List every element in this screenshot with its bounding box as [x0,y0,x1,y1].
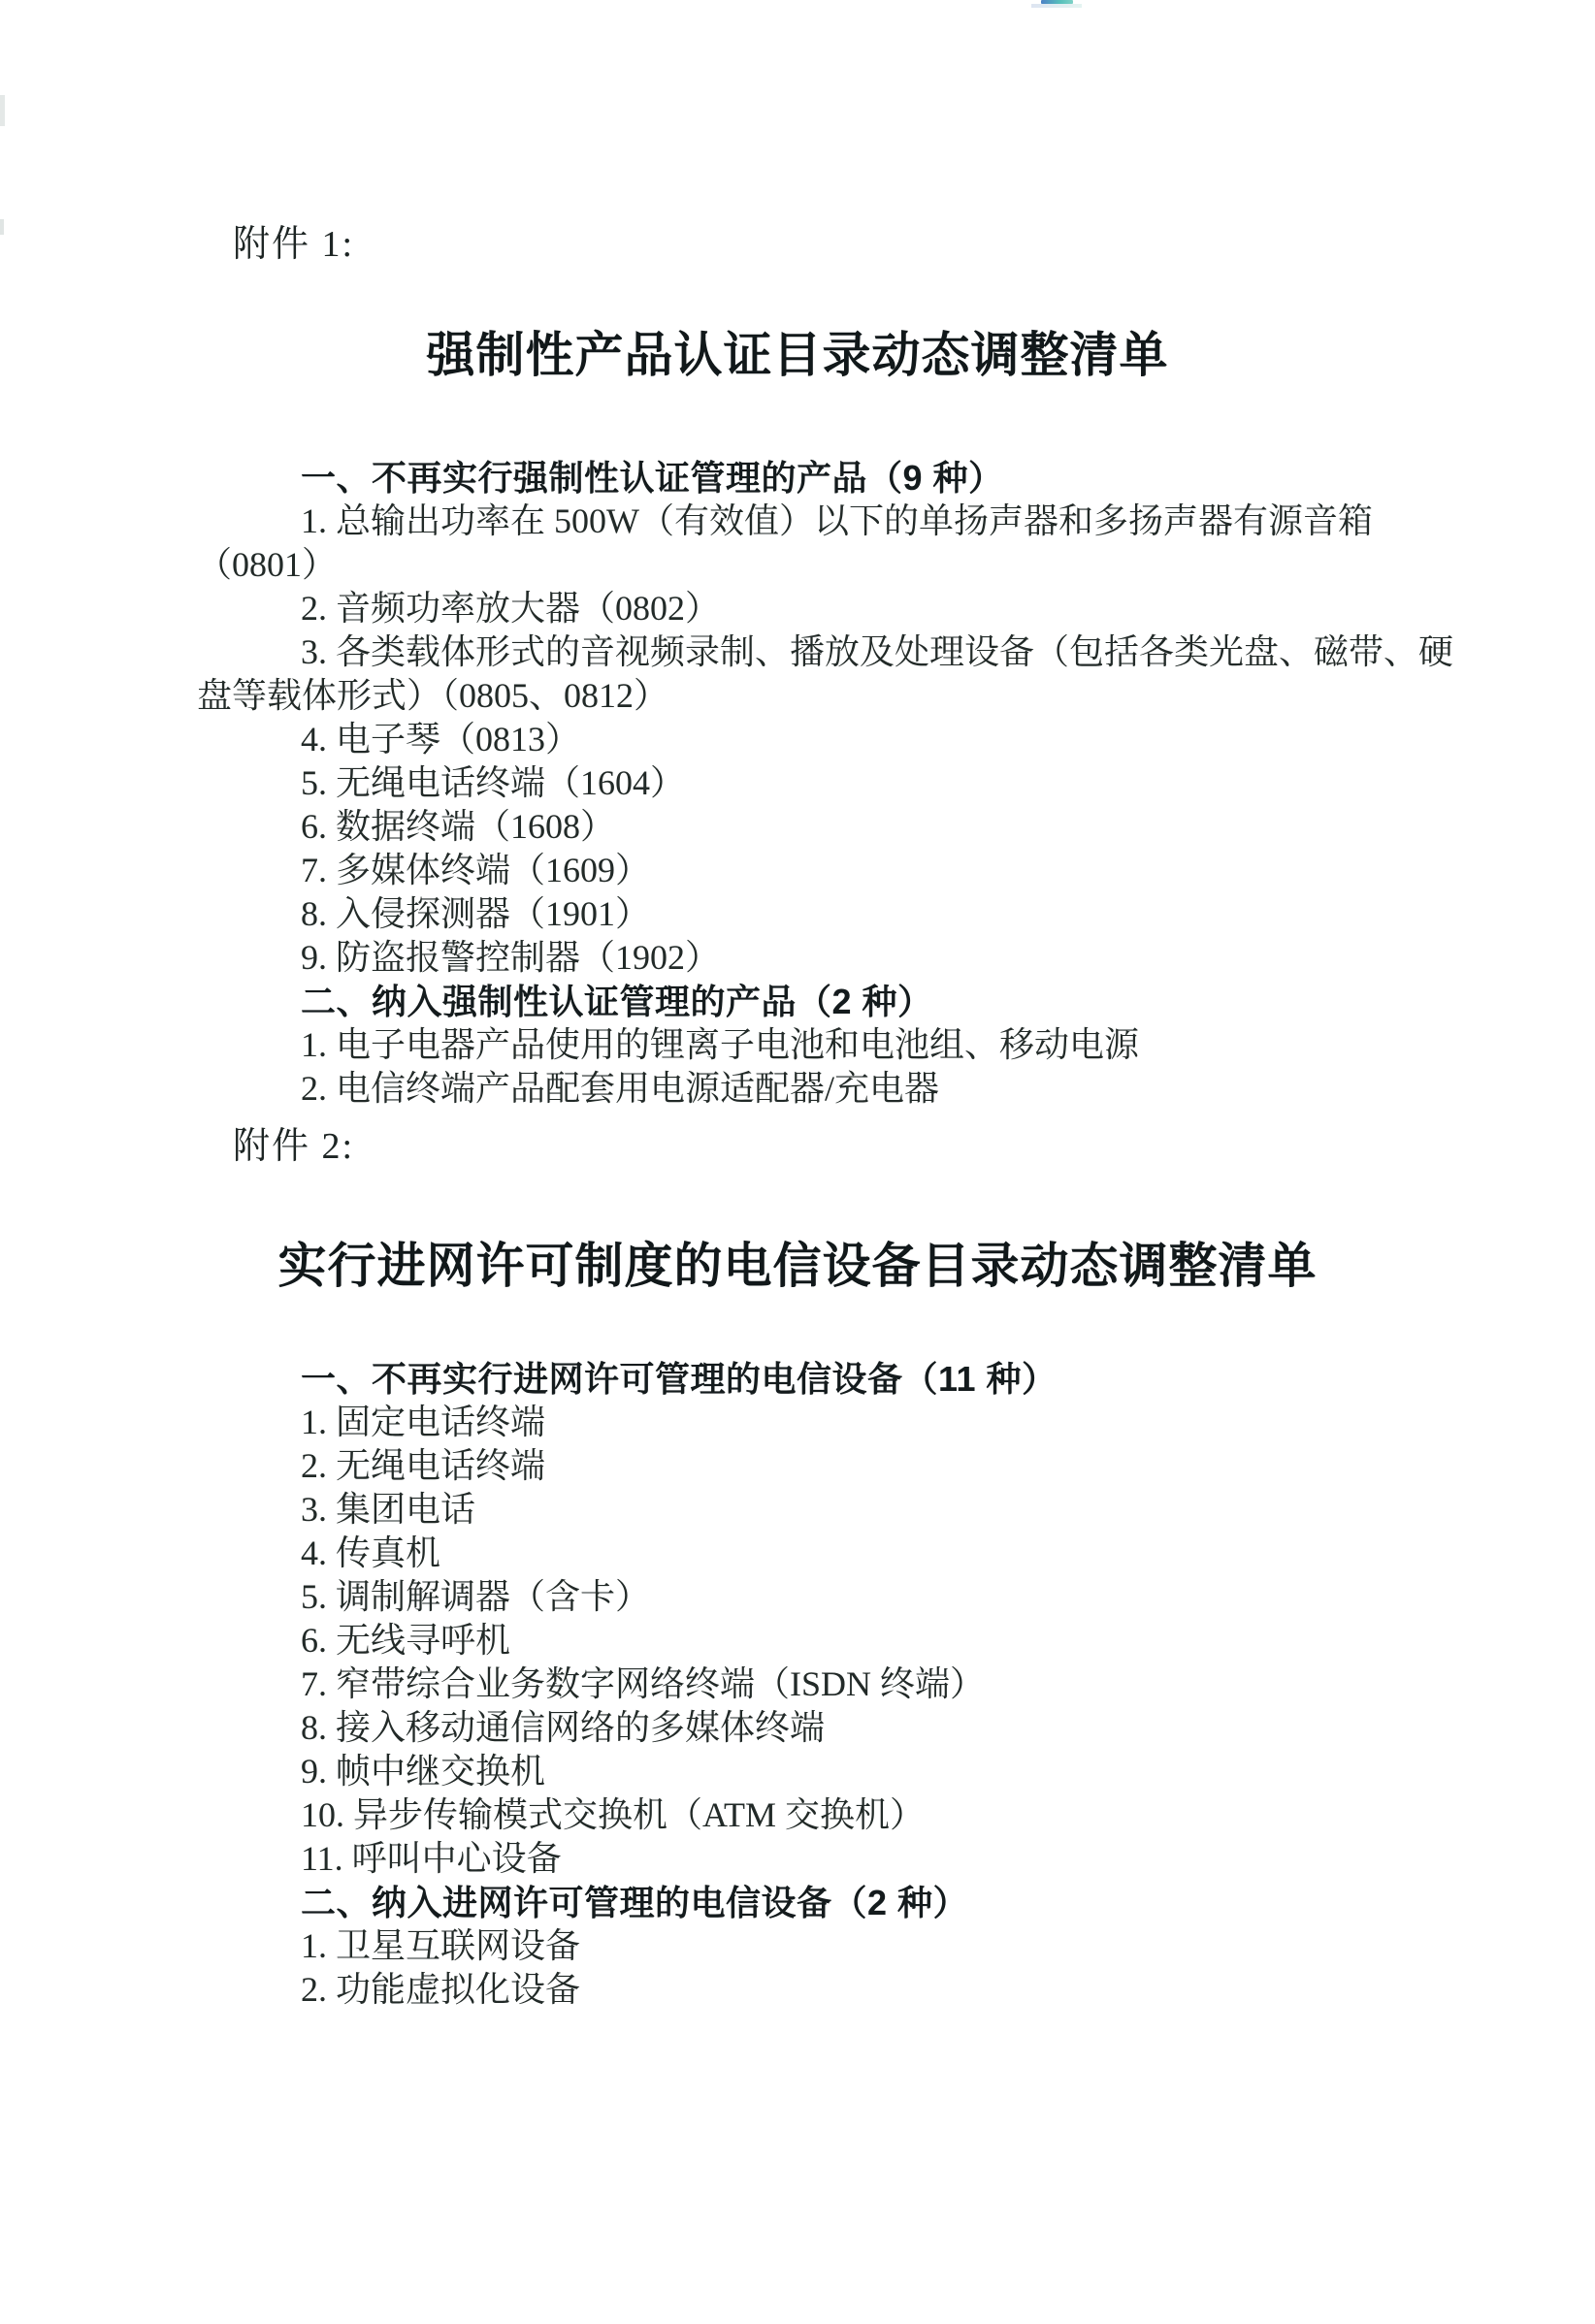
scan-artifact-edge-smudge [0,219,4,235]
list-item: 2. 功能虚拟化设备 [301,1970,581,2009]
section-heading: 一、不再实行强制性认证管理的产品（9 种） [301,458,1004,498]
list-item: 6. 数据终端（1608） [301,807,616,846]
list-item: 9. 帧中继交换机 [301,1752,546,1791]
list-item: 8. 接入移动通信网络的多媒体终端 [301,1708,826,1747]
scan-artifact-edge-smudge [0,95,5,126]
list-item: 2. 电信终端产品配套用电源适配器/充电器 [301,1069,940,1108]
list-item: 2. 音频功率放大器（0802） [301,589,721,628]
list-item: 6. 无线寻呼机 [301,1621,511,1660]
list-item: 4. 电子琴（0813） [301,720,581,759]
list-item: 1. 电子电器产品使用的锂离子电池和电池组、移动电源 [301,1025,1140,1064]
attachment-2-title: 实行进网许可制度的电信设备目录动态调整清单 [277,1239,1318,1293]
list-item: 1. 卫星互联网设备 [301,1926,581,1965]
attachment-1-title: 强制性产品认证目录动态调整清单 [426,328,1169,382]
list-item: 5. 调制解调器（含卡） [301,1577,651,1616]
list-item: 7. 窄带综合业务数字网络终端（ISDN 终端） [301,1664,986,1703]
list-item: 4. 传真机 [301,1533,441,1572]
attachment-2-label: 附件 2: [233,1126,355,1167]
list-item: 5. 无绳电话终端（1604） [301,763,686,802]
attachment-1-label: 附件 1: [233,224,355,265]
attachment-2-body [197,1357,1458,2012]
section-heading: 二、纳入进网许可管理的电信设备（2 种） [301,1883,969,1922]
list-item: 7. 多媒体终端（1609） [301,851,651,889]
list-item: 3. 各类载体形式的音视频录制、播放及处理设备（包括各类光盘、磁带、硬盘等载体形式）（0805、0812） [197,632,1454,715]
list-item: 10. 异步传输模式交换机（ATM 交换机） [301,1795,926,1834]
attachment-1-body [197,456,1458,1111]
list-item: 9. 防盗报警控制器（1902） [301,938,721,977]
list-item: 1. 总输出功率在 500W（有效值）以下的单扬声器和多扬声器有源音箱（0801） [197,501,1373,584]
list-item: 2. 无绳电话终端 [301,1446,546,1485]
scan-artifact-top-strip-shadow [1031,4,1082,8]
list-item: 11. 呼叫中心设备 [301,1839,562,1878]
list-item: 1. 固定电话终端 [301,1403,546,1441]
list-item: 8. 入侵探测器（1901） [301,894,651,933]
list-item: 3. 集团电话 [301,1490,476,1529]
section-heading: 一、不再实行进网许可管理的电信设备（11 种） [301,1359,1058,1399]
section-heading: 二、纳入强制性认证管理的产品（2 种） [301,982,933,1021]
